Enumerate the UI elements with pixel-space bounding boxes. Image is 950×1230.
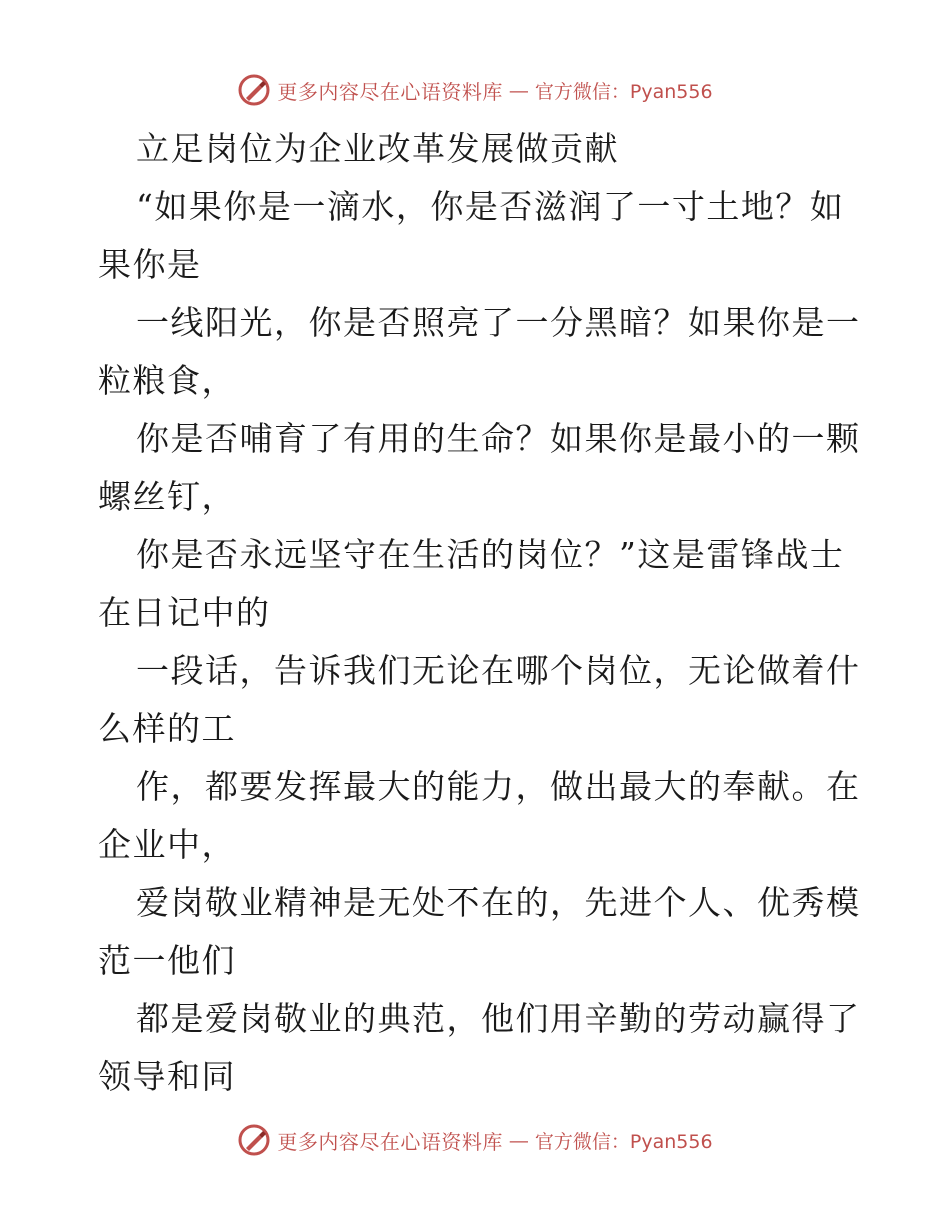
paragraph-line: 都是爱岗敬业的典范，他们用辛勤的劳动赢得了 [136, 999, 861, 1038]
paragraph-line: “如果你是一滴水，你是否滋润了一寸土地？如 [136, 187, 845, 226]
paragraph-line: 在日记中的 [98, 593, 271, 632]
header-dash: — [508, 78, 529, 102]
paragraph-line: 粒粮食， [98, 361, 236, 400]
paragraph-line: 螺丝钉， [98, 477, 236, 516]
page-footer-banner [0, 1118, 950, 1162]
header-wechat-text: 官方微信：Pyan556 [534, 80, 713, 103]
pen-logo-icon [237, 1123, 271, 1157]
paragraph-line: 作，都要发挥最大的能力，做出最大的奉献。在 [136, 767, 861, 806]
paragraph-line: 你是否永远坚守在生活的岗位？”这是雷锋战士 [136, 535, 845, 574]
paragraph-line: 果你是 [98, 245, 202, 284]
document-title: 立足岗位为企业改革发展做贡献 [136, 129, 619, 168]
document-body [98, 120, 861, 1106]
paragraph-line: 爱岗敬业精神是无处不在的，先进个人、优秀模 [136, 883, 861, 922]
pen-logo-icon [237, 73, 271, 107]
header-site-text: 更多内容尽在心语资料库 [277, 79, 503, 104]
page-header-banner [0, 68, 950, 112]
paragraph-line: 一段话，告诉我们无论在哪个岗位，无论做着什 [136, 651, 861, 690]
paragraph-line: 一线阳光，你是否照亮了一分黑暗？如果你是一 [136, 303, 861, 342]
paragraph-line: 企业中， [98, 825, 236, 864]
footer-site-text: 更多内容尽在心语资料库 [277, 1129, 503, 1154]
paragraph-line: 么样的工 [98, 709, 236, 748]
paragraph-line: 范一他们 [98, 941, 236, 980]
paragraph-line: 你是否哺育了有用的生命？如果你是最小的一颗 [136, 419, 861, 458]
footer-dash: — [508, 1128, 529, 1152]
paragraph-line: 领导和同 [98, 1057, 236, 1096]
footer-wechat-text: 官方微信：Pyan556 [534, 1130, 713, 1153]
